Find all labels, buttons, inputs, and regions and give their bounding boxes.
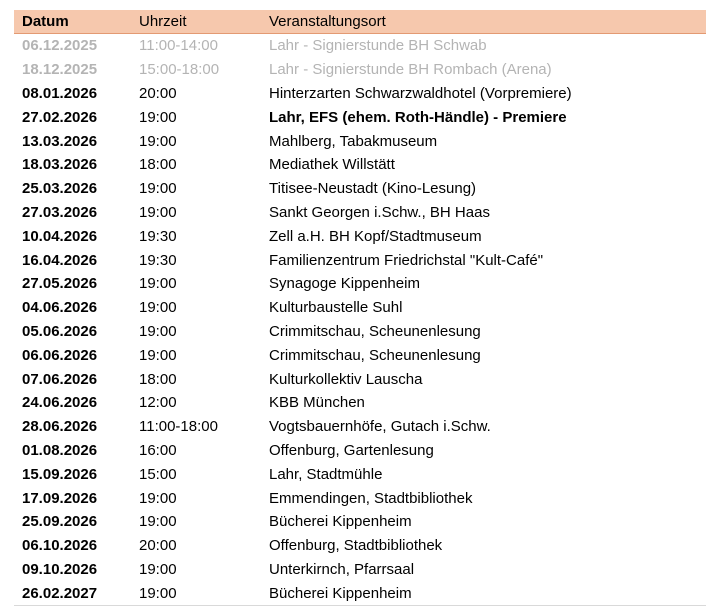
- table-row: [14, 201, 706, 225]
- table-row: [14, 224, 706, 248]
- event-place: Kulturkollektiv Lauscha: [269, 370, 423, 388]
- event-place: Titisee-Neustadt (Kino-Lesung): [269, 180, 477, 198]
- event-time: 15:00-18:00: [139, 61, 220, 79]
- table-row: [14, 558, 706, 582]
- event-date: 06.10.2026: [22, 537, 98, 555]
- event-time: 12:00: [139, 394, 177, 412]
- event-place: Zell a.H. BH Kopf/Stadtmuseum: [269, 227, 482, 245]
- event-time: 19:00: [139, 346, 177, 364]
- event-date: 01.08.2026: [22, 441, 98, 459]
- event-place: Emmendingen, Stadtbibliothek: [269, 489, 473, 507]
- table-row: [14, 462, 706, 486]
- table-row: [14, 439, 706, 463]
- table-row: [14, 34, 706, 58]
- event-place: Kulturbaustelle Suhl: [269, 299, 403, 317]
- event-time: 19:00: [139, 108, 177, 126]
- event-time: 19:00: [139, 513, 177, 531]
- table-row: [14, 415, 706, 439]
- header-row: [14, 10, 706, 34]
- table-row: [14, 510, 706, 534]
- event-time: 19:00: [139, 299, 177, 317]
- event-place: Familienzentrum Friedrichstal "Kult-Café": [269, 251, 544, 269]
- event-date: 13.03.2026: [22, 132, 98, 150]
- table-row: [14, 343, 706, 367]
- table-row: [14, 581, 706, 605]
- event-place: Crimmitschau, Scheunenlesung: [269, 322, 481, 340]
- event-date: 06.12.2025: [22, 37, 98, 55]
- event-date: 18.12.2025: [22, 61, 98, 79]
- event-time: 16:00: [139, 441, 177, 459]
- event-time: 20:00: [139, 84, 177, 102]
- table-row: [14, 296, 706, 320]
- event-date: 27.02.2026: [22, 108, 98, 126]
- table-row: [14, 105, 706, 129]
- event-time: 19:00: [139, 489, 177, 507]
- events-table: [14, 10, 706, 606]
- table-row: [14, 177, 706, 201]
- event-date: 16.04.2026: [22, 251, 98, 269]
- table-row: [14, 486, 706, 510]
- event-time: 19:00: [139, 560, 177, 578]
- event-time: 20:00: [139, 537, 177, 555]
- event-place: Crimmitschau, Scheunenlesung: [269, 346, 481, 364]
- table-row: [14, 82, 706, 106]
- table-body: [14, 34, 706, 606]
- event-place: Unterkirnch, Pfarrsaal: [269, 560, 415, 578]
- event-place: Lahr, EFS (ehem. Roth-Händle) - Premiere: [269, 108, 567, 126]
- table-row: [14, 272, 706, 296]
- event-place: Bücherei Kippenheim: [269, 513, 412, 531]
- table-row: [14, 391, 706, 415]
- event-date: 05.06.2026: [22, 322, 98, 340]
- table-row: [14, 129, 706, 153]
- event-place: Offenburg, Gartenlesung: [269, 441, 434, 459]
- event-place: Mediathek Willstätt: [269, 156, 395, 174]
- header-time: Uhrzeit: [131, 10, 261, 34]
- event-time: 19:30: [139, 227, 177, 245]
- table-header: [14, 10, 706, 34]
- table-row: [14, 534, 706, 558]
- event-time: 19:00: [139, 132, 177, 150]
- event-date: 17.09.2026: [22, 489, 98, 507]
- event-place: Offenburg, Stadtbibliothek: [269, 537, 443, 555]
- event-date: 18.03.2026: [22, 156, 98, 174]
- event-time: 19:30: [139, 251, 177, 269]
- event-date: 28.06.2026: [22, 418, 98, 436]
- event-date: 27.03.2026: [22, 203, 98, 221]
- event-place: Bücherei Kippenheim: [261, 581, 706, 605]
- table-row: [14, 320, 706, 344]
- event-place: Vogtsbauernhöfe, Gutach i.Schw.: [269, 418, 491, 436]
- event-place: Synagoge Kippenheim: [269, 275, 420, 293]
- event-place: Lahr - Signierstunde BH Rombach (Arena): [269, 61, 552, 79]
- event-date: 04.06.2026: [22, 299, 98, 317]
- event-time: 15:00: [139, 465, 177, 483]
- event-time: 19:00: [139, 275, 177, 293]
- event-date: 10.04.2026: [22, 227, 98, 245]
- event-time: 19:00: [139, 203, 177, 221]
- event-date: 09.10.2026: [22, 560, 98, 578]
- event-date: 07.06.2026: [22, 370, 98, 388]
- event-place: Lahr, Stadtmühle: [269, 465, 383, 483]
- event-date: 25.03.2026: [22, 180, 98, 198]
- table-row: [14, 153, 706, 177]
- event-time: 11:00-14:00: [139, 37, 218, 55]
- event-date: 24.06.2026: [22, 394, 98, 412]
- header-place: Veranstaltungsort: [261, 10, 706, 34]
- table-row: [14, 58, 706, 82]
- event-date: 25.09.2026: [22, 513, 98, 531]
- event-time: 19:00: [139, 322, 177, 340]
- table-row: [14, 248, 706, 272]
- event-time: 18:00: [139, 370, 177, 388]
- event-place: Lahr - Signierstunde BH Schwab: [269, 37, 487, 55]
- event-date: 06.06.2026: [22, 346, 98, 364]
- event-place: KBB München: [269, 394, 365, 412]
- event-time: 19:00: [131, 581, 261, 605]
- event-date: 08.01.2026: [22, 84, 98, 102]
- event-date: 15.09.2026: [22, 465, 98, 483]
- event-time: 11:00-18:00: [139, 418, 218, 436]
- event-place: Hinterzarten Schwarzwaldhotel (Vorpremiere): [269, 84, 572, 102]
- event-time: 19:00: [139, 180, 177, 198]
- header-date: Datum: [14, 10, 131, 34]
- event-time: 18:00: [139, 156, 177, 174]
- event-place: Mahlberg, Tabakmuseum: [269, 132, 438, 150]
- table-row: [14, 367, 706, 391]
- event-date: 27.05.2026: [22, 275, 98, 293]
- event-date: 26.02.2027: [14, 581, 131, 605]
- event-place: Sankt Georgen i.Schw., BH Haas: [269, 203, 490, 221]
